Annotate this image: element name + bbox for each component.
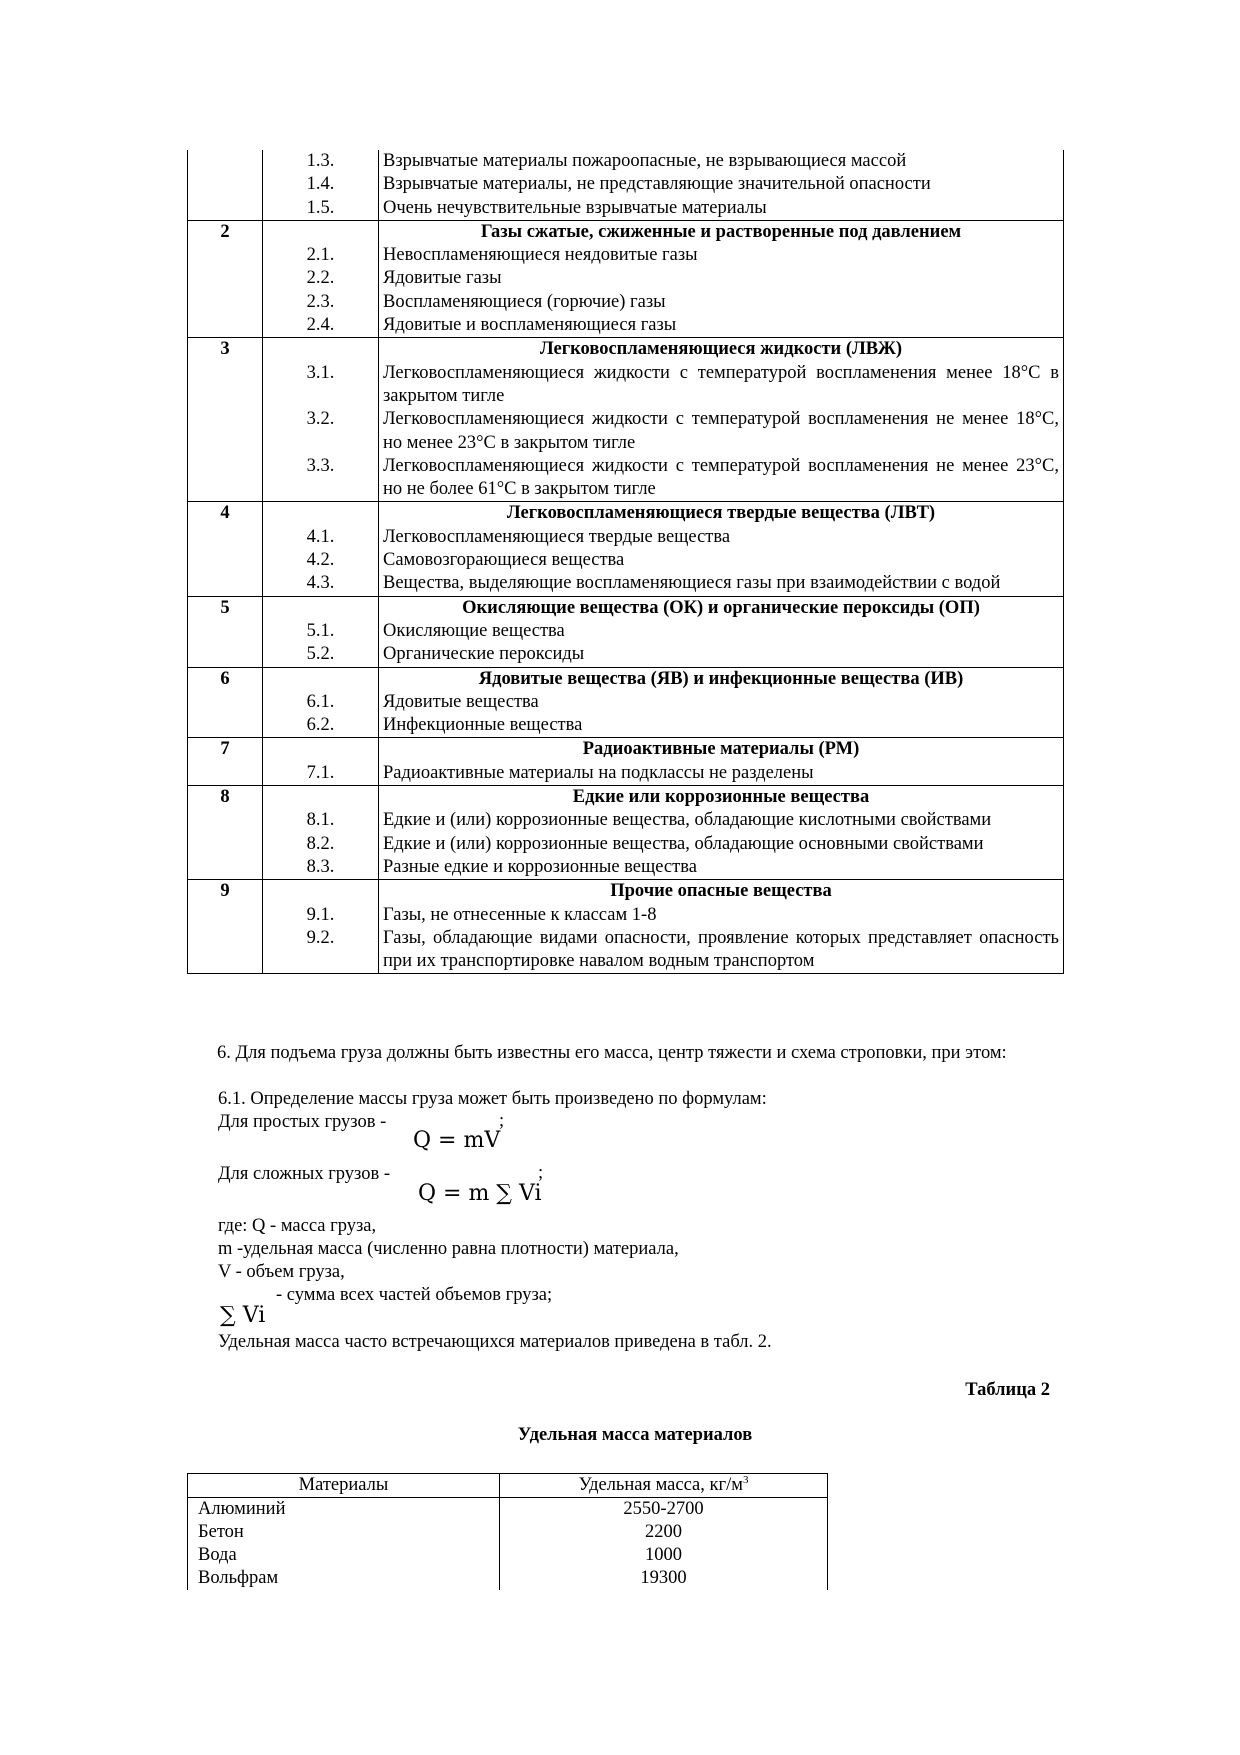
class-heading-row <box>188 786 1064 810</box>
simple-cargo-formula: Q = mV <box>413 1128 501 1153</box>
simple-cargo-label: Для простых грузов - <box>218 1112 387 1132</box>
subclass-number: 1.5. <box>263 197 379 221</box>
subclass-row <box>188 408 1064 455</box>
subclass-number-empty <box>263 786 379 810</box>
subclass-row <box>188 244 1064 267</box>
subclass-number: 2.3. <box>263 291 379 314</box>
subclass-row <box>188 643 1064 667</box>
subclass-row <box>188 572 1064 596</box>
subclass-number: 9.2. <box>263 927 379 974</box>
class-heading: Легковоспламеняющиеся жидкости (ЛВЖ) <box>379 338 1064 362</box>
subclass-description: Окисляющие вещества <box>379 620 1064 643</box>
subclass-description: Едкие и (или) коррозионные вещества, обладающие основными свойствами <box>379 833 1064 856</box>
header-unit-superscript: 3 <box>742 1474 749 1486</box>
subclass-row <box>188 197 1064 221</box>
subclass-row <box>188 833 1064 856</box>
subclass-description: Самовозгорающиеся вещества <box>379 549 1064 572</box>
material-name: Вольфрам <box>188 1567 500 1590</box>
subclass-number-empty <box>263 738 379 762</box>
class-heading-row <box>188 880 1064 904</box>
class-number: 8 <box>188 786 263 810</box>
class-number: 6 <box>188 667 263 691</box>
subclass-number: 4.2. <box>263 549 379 572</box>
subclass-row <box>188 173 1064 196</box>
subclass-description: Разные едкие и коррозионные вещества <box>379 856 1064 880</box>
table-row <box>188 1567 828 1590</box>
subclass-row <box>188 314 1064 338</box>
class-heading: Ядовитые вещества (ЯВ) и инфекционные вещества (ИВ) <box>379 667 1064 691</box>
class-heading-row <box>188 596 1064 620</box>
subclass-number-empty <box>263 220 379 244</box>
class-number-empty <box>188 549 263 572</box>
subclass-number-empty <box>263 880 379 904</box>
subclass-description: Вещества, выделяющие воспламеняющиеся газы при взаимодействии с водой <box>379 572 1064 596</box>
subclass-number: 5.1. <box>263 620 379 643</box>
class-number-empty <box>188 856 263 880</box>
class-number-empty <box>188 197 263 221</box>
class-number-empty <box>188 643 263 667</box>
subclass-number-empty <box>263 667 379 691</box>
class-number-empty <box>188 173 263 196</box>
subclass-number: 8.1. <box>263 809 379 832</box>
subclass-description: Радиоактивные материалы на подклассы не разделены <box>379 762 1064 786</box>
table-header-row <box>188 1474 828 1498</box>
table-row <box>188 1498 828 1522</box>
subclass-number: 6.1. <box>263 691 379 714</box>
subclass-row <box>188 526 1064 549</box>
table2-title: Удельная масса материалов <box>517 1425 753 1445</box>
subclass-number: 6.2. <box>263 714 379 738</box>
material-mass: 2550-2700 <box>500 1498 828 1522</box>
subclass-number: 4.3. <box>263 572 379 596</box>
subclass-description: Газы, обладающие видами опасности, проявление которых представляет опасность при их транспортировке навалом водным транспортом <box>379 927 1064 974</box>
class-number-empty <box>188 362 263 409</box>
subclass-row <box>188 904 1064 927</box>
class-number-empty <box>188 904 263 927</box>
subclass-row <box>188 714 1064 738</box>
table-row <box>188 1544 828 1567</box>
subclass-description: Легковоспламеняющиеся твердые вещества <box>379 526 1064 549</box>
header-materials: Материалы <box>188 1474 500 1498</box>
subclass-description: Едкие и (или) коррозионные вещества, обладающие кислотными свойствами <box>379 809 1064 832</box>
subclass-description: Легковоспламеняющиеся жидкости с температурой воспламенения менее 18°С в закрытом тигле <box>379 362 1064 409</box>
subclass-row <box>188 927 1064 974</box>
table2-reference: Удельная масса часто встречающихся материалов приведена в табл. 2. <box>218 1332 772 1352</box>
definition-q: где: Q - масса груза, <box>218 1216 377 1236</box>
header-specific-mass <box>500 1474 828 1498</box>
subclass-description: Ядовитые и воспламеняющиеся газы <box>379 314 1064 338</box>
subclass-number: 9.1. <box>263 904 379 927</box>
class-number-empty <box>188 455 263 502</box>
class-number: 2 <box>188 220 263 244</box>
subclass-description: Воспламеняющиеся (горючие) газы <box>379 291 1064 314</box>
class-heading-row <box>188 220 1064 244</box>
subclass-row <box>188 549 1064 572</box>
class-number: 4 <box>188 502 263 526</box>
complex-cargo-formula: Q = m ∑ Vi <box>418 1181 542 1206</box>
complex-cargo-label: Для сложных грузов - <box>218 1164 391 1184</box>
definition-m: m -удельная масса (численно равна плотности) материала, <box>218 1239 679 1259</box>
class-heading: Едкие или коррозионные вещества <box>379 786 1064 810</box>
subclass-number: 7.1. <box>263 762 379 786</box>
class-number-empty <box>188 572 263 596</box>
class-heading-row <box>188 502 1064 526</box>
definition-sum: - сумма всех частей объемов груза; <box>276 1285 553 1305</box>
subclass-description: Легковоспламеняющиеся жидкости с температурой воспламенения не менее 23°С, но не более 61°С в закрытом тигле <box>379 455 1064 502</box>
class-heading-row <box>188 667 1064 691</box>
subclass-row <box>188 362 1064 409</box>
material-mass: 19300 <box>500 1567 828 1590</box>
subclass-description: Органические пероксиды <box>379 643 1064 667</box>
class-heading: Легковоспламеняющиеся твердые вещества (ЛВТ) <box>379 502 1064 526</box>
subclass-number: 1.3. <box>263 150 379 173</box>
subclass-number-empty <box>263 596 379 620</box>
subclass-description: Очень нечувствительные взрывчатые материалы <box>379 197 1064 221</box>
subclass-number: 8.2. <box>263 833 379 856</box>
class-number-empty <box>188 314 263 338</box>
dangerous-goods-classes-table <box>187 150 1064 974</box>
class-heading-row <box>188 738 1064 762</box>
subclass-row <box>188 762 1064 786</box>
subclass-number: 1.4. <box>263 173 379 196</box>
subclass-description: Ядовитые вещества <box>379 691 1064 714</box>
subclass-number: 8.3. <box>263 856 379 880</box>
class-number-empty <box>188 833 263 856</box>
subclass-description: Взрывчатые материалы пожароопасные, не взрывающиеся массой <box>379 150 1064 173</box>
subclass-row <box>188 809 1064 832</box>
subclass-number: 2.2. <box>263 267 379 290</box>
class-number: 3 <box>188 338 263 362</box>
header-specific-mass-text: Удельная масса, кг/м <box>578 1475 743 1495</box>
material-name: Вода <box>188 1544 500 1567</box>
class-heading: Окисляющие вещества (ОК) и органические пероксиды (ОП) <box>379 596 1064 620</box>
material-name: Бетон <box>188 1521 500 1544</box>
material-name: Алюминий <box>188 1498 500 1522</box>
subclass-description: Ядовитые газы <box>379 267 1064 290</box>
class-number-empty <box>188 809 263 832</box>
class-heading: Газы сжатые, сжиженные и растворенные под давлением <box>379 220 1064 244</box>
class-number-empty <box>188 927 263 974</box>
subclass-number: 2.4. <box>263 314 379 338</box>
table-row <box>188 1521 828 1544</box>
subclass-row <box>188 856 1064 880</box>
subclass-row <box>188 150 1064 173</box>
subclass-description: Газы, не отнесенные к классам 1-8 <box>379 904 1064 927</box>
subclass-number: 3.3. <box>263 455 379 502</box>
subclass-description: Инфекционные вещества <box>379 714 1064 738</box>
class-number-empty <box>188 620 263 643</box>
specific-mass-table <box>187 1473 828 1590</box>
subclass-description: Взрывчатые материалы, не представляющие значительной опасности <box>379 173 1064 196</box>
material-mass: 1000 <box>500 1544 828 1567</box>
class-heading-row <box>188 338 1064 362</box>
subclass-description: Невоспламеняющиеся неядовитые газы <box>379 244 1064 267</box>
sum-vi-symbol: ∑ Vi <box>220 1303 266 1328</box>
subclass-row <box>188 455 1064 502</box>
subclass-number-empty <box>263 338 379 362</box>
subclass-number: 2.1. <box>263 244 379 267</box>
subclass-number: 3.1. <box>263 362 379 409</box>
complex-formula-semicolon: ; <box>538 1163 544 1183</box>
definition-v: V - объем груза, <box>218 1262 345 1282</box>
class-number: 5 <box>188 596 263 620</box>
subclass-number-empty <box>263 502 379 526</box>
subclass-row <box>188 620 1064 643</box>
class-number-empty <box>188 291 263 314</box>
simple-formula-semicolon: ; <box>499 1111 505 1131</box>
class-number-empty <box>188 691 263 714</box>
material-mass: 2200 <box>500 1521 828 1544</box>
subclass-row <box>188 291 1064 314</box>
class-number-empty <box>188 762 263 786</box>
class-heading: Радиоактивные материалы (РМ) <box>379 738 1064 762</box>
subclass-number: 5.2. <box>263 643 379 667</box>
class-number-empty <box>188 526 263 549</box>
class-number: 7 <box>188 738 263 762</box>
paragraph-6: 6. Для подъема груза должны быть известны его масса, центр тяжести и схема строповки, при этом: <box>217 1043 1007 1063</box>
subclass-number: 3.2. <box>263 408 379 455</box>
class-number-empty <box>188 714 263 738</box>
subclass-description: Легковоспламеняющиеся жидкости с температурой воспламенения не менее 18°С, но менее 23°С в закрытом тигле <box>379 408 1064 455</box>
subclass-row <box>188 691 1064 714</box>
class-number-empty <box>188 408 263 455</box>
class-number-empty <box>188 267 263 290</box>
class-heading: Прочие опасные вещества <box>379 880 1064 904</box>
class-number: 9 <box>188 880 263 904</box>
subclass-number: 4.1. <box>263 526 379 549</box>
class-number-empty <box>188 150 263 173</box>
class-number-empty <box>188 244 263 267</box>
subclass-row <box>188 267 1064 290</box>
table2-label: Таблица 2 <box>965 1380 1050 1400</box>
paragraph-6-1: 6.1. Определение массы груза может быть произведено по формулам: <box>218 1089 767 1109</box>
